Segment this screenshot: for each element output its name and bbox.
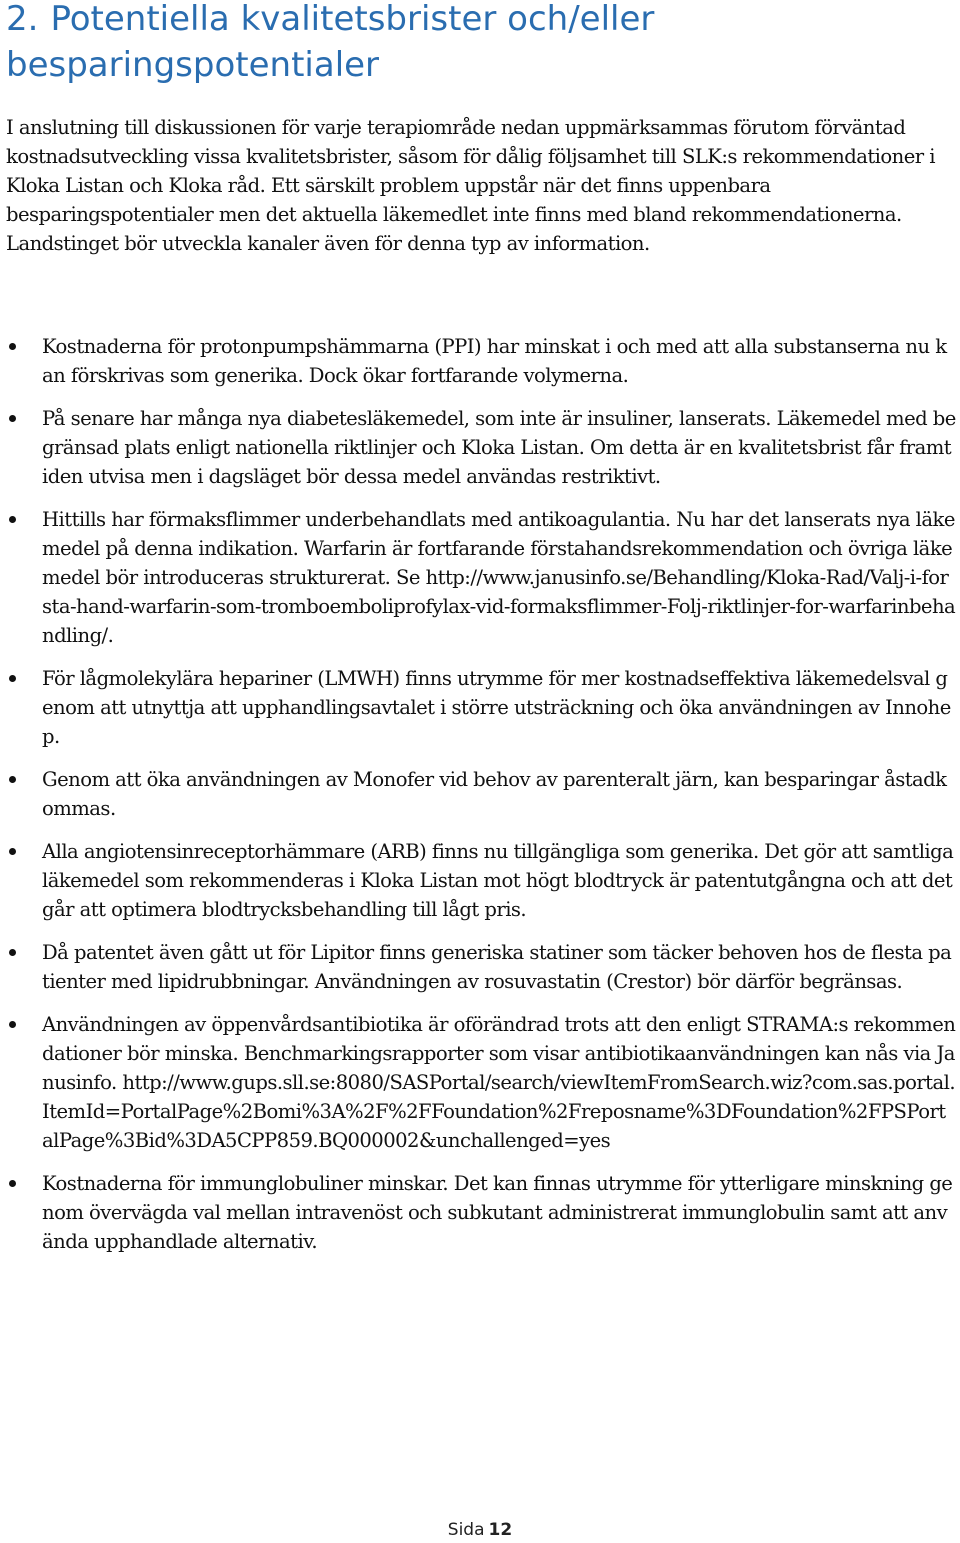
section-number: 2. [6, 0, 39, 39]
list-item [0, 332, 956, 390]
bullet-icon [9, 1180, 16, 1187]
list-item-text: Kostnaderna för immunglobuliner minskar. Det kan finnas utrymme för ytterligare minskning genom övervägda val mellan intravenöst och subkutant administrerat immunglobulin samt att använda upphandlade alternativ. [42, 1172, 953, 1253]
section-heading [6, 0, 946, 88]
list-item-text: Hittills har förmaksflimmer underbehandlats med antikoagulantia. Nu har det lanserats nya läkemedel på denna indikation. Warfarin är fortfarande förstahandsrekommendation och övriga läkemedel bör introduceras strukturerat. Se http://www.janusinfo.se/Behandling/Kloka-Rad/Valj-i-forsta-hand-warfarin-som-tromboemboliprofylax-vid-formaksflimmer-Folj-riktlinjer-for-warfarinbehandling/. [42, 508, 956, 647]
list-item [0, 505, 956, 650]
list-item-text: Alla angiotensinreceptorhämmare (ARB) finns nu tillgängliga som generika. Det gör att samtliga läkemedel som rekommenderas i Kloka Listan mot högt blodtryck är patentutgångna och att det går att optimera blodtrycksbehandling till lågt pris. [42, 840, 954, 921]
list-item [0, 1169, 956, 1256]
bullet-icon [9, 949, 16, 956]
list-item [0, 404, 956, 491]
bullet-icon [9, 675, 16, 682]
bullet-icon [9, 1021, 16, 1028]
bullet-icon [9, 343, 16, 350]
bullet-icon [9, 776, 16, 783]
page-number: 12 [488, 1520, 513, 1540]
page-footer [0, 1518, 960, 1542]
list-item-text: För lågmolekylära hepariner (LMWH) finns utrymme för mer kostnadseffektiva läkemedelsval genom att utnyttja att upphandlingsavtalet i större utsträckning och öka användningen av Innohep. [42, 667, 951, 748]
list-item-text: På senare har många nya diabetesläkemedel, som inte är insuliner, lanserats. Läkemedel med begränsad plats enligt nationella riktlinjer och Kloka Listan. Om detta är en kvalitetsbrist får framtiden utvisa men i dagsläget bör dessa medel användas restriktivt. [42, 407, 956, 488]
list-item [0, 837, 956, 924]
list-item-text: Då patentet även gått ut för Lipitor finns generiska statiner som täcker behoven hos de flesta patienter med lipidrubbningar. Användningen av rosuvastatin (Crestor) bör därför begränsas. [42, 941, 952, 993]
list-item-text: Genom att öka användningen av Monofer vid behov av parenteralt järn, kan besparingar åstadkommas. [42, 768, 947, 820]
intro-paragraph: I anslutning till diskussionen för varje terapiområde nedan uppmärksammas förutom förväntad kostnadsutveckling vissa kvalitetsbrister, såsom för dålig följsamhet till SLK:s rekommendationer i Kloka Listan och Kloka råd. Ett särskilt problem uppstår när det finns uppenbara besparingspotentialer men det aktuella läkemedlet inte finns med bland rekommendationerna. Landstinget bör utveckla kanaler även för denna typ av information. [6, 116, 935, 255]
list-item [0, 664, 956, 751]
bullet-icon [9, 848, 16, 855]
list-item-text: Användningen av öppenvårdsantibiotika är oförändrad trots att den enligt STRAMA:s rekommendationer bör minska. Benchmarkingsrapporter som visar antibiotikaanvändningen kan nås via Janusinfo. http://www.gups.sll.se:8080/SASPortal/search/viewItemFromSearch.wiz?com.sas.portal.ItemId=PortalPage%2Bomi%3A%2F%2FFoundation%2Freposname%3DFoundation%2FPSPortalPage%3Bid%3DA5CPP859.BQ000002&unchallenged=yes [42, 1013, 956, 1152]
list-item [0, 938, 956, 996]
list-item-text: Kostnaderna för protonpumpshämmarna (PPI) har minskat i och med att alla substanserna nu kan förskrivas som generika. Dock ökar fortfarande volymerna. [42, 335, 947, 387]
bullet-icon [9, 516, 16, 523]
page-label: Sida [447, 1520, 485, 1540]
list-item [0, 1010, 956, 1155]
bullet-list [0, 332, 960, 1270]
section-title: Potentiella kvalitetsbrister och/eller besparingspotentialer [6, 0, 655, 85]
bullet-icon [9, 415, 16, 422]
list-item [0, 765, 956, 823]
